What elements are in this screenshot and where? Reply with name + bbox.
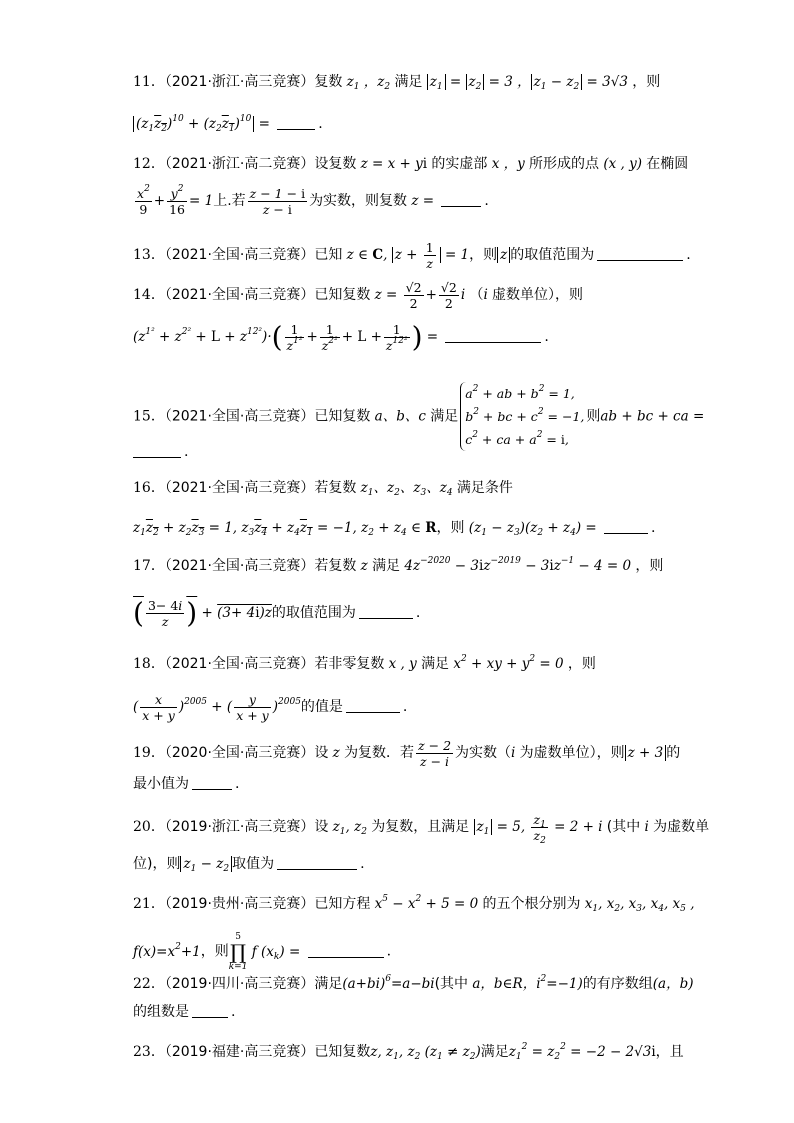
problem-16-line-2: $z_1z_2 + z_2z_3 = 1$, $z_3z_4 + z_4z_1 = -1$, $z_2 + z_4$ ∈ R，则 $(z_1 - z_3)(z_2 + z_4)$ = . (133, 520, 656, 538)
answer-blank[interactable] (359, 604, 413, 619)
problem-19-line-2: 最小值为 . (133, 776, 240, 792)
problem-23-line-1: 23．（2019·福建·高三竞赛）已知复数z, $z_1$, $z_2$ $(z_1 \ne z_2)$满足$z_1^2 = z_2^2 = -2 - 2√3i$，且 (133, 1042, 684, 1062)
problem-18-line-2: ( $\frac{x}{x + y}$ )$^{2005}$ + ( $\frac{y}{x + y}$ )$^{2005}$的值是 . (133, 692, 408, 723)
answer-blank[interactable] (308, 943, 384, 958)
problem-18-line-1: 18．（2021·全国·高三竞赛）若非零复数 x , y 满足 $x^2$ + xy + $y^2 = 0$ ，则 (133, 654, 596, 672)
problem-12-line-1: 12．（2021·浙江·高二竞赛）设复数 z = x + yi 的实虚部 x ，y 所形成的点 (x , y) 在椭圆 (133, 156, 689, 172)
problem-12-line-2: $\frac{x^2}{9}$ + $\frac{y^2}{16}$ = 1上.若 $\frac{z - 1 - i}{z - i}$ 为实数，则复数 z = . (137, 184, 489, 217)
problem-11-line-2: $(z_1z_2)^{10} + (z_2z_1)^{10}$ = . (133, 114, 323, 134)
problem-22-line-2: 的组数是 . (133, 1004, 236, 1020)
problem-22-line-1: 22．（2019·四川·高三竞赛）满足$(a+bi)^6=a-bi$(其中 a，b∈R，$i^2=-1$)的有序数组(a，b) (133, 974, 694, 992)
problem-21-line-1: 21．（2019·贵州·高三竞赛）已知方程 $x^5 - x^2 + 5 = 0$ 的五个根分别为 $x_1$, $x_2$, $x_3$, $x_4$, $x_5$ , (133, 894, 695, 914)
equation-system: $a^2$ + ab + $b^2 = 1$, $b^2$ + bc + $c^2 = -1$, $c^2$ + ca + $a^2 = i$, (460, 382, 584, 451)
answer-blank[interactable] (133, 443, 181, 458)
problem-19-line-1: 19．（2020·全国·高三竞赛）设 z 为复数．若 $\frac{z - 2}{z - i}$ 为实数（i 为虚数单位），则 z + 3 的 (133, 738, 681, 769)
answer-blank[interactable] (597, 246, 683, 261)
problem-13-line: 13．（2021·全国·高三竞赛）已知 z ∈ C, z + $\frac{1}{z}$ = 1，则 z 的取值范围为 . (133, 240, 691, 271)
problem-14-line-2: $(z^{1^2} + z^{2^2} + L + z^{12^2})\cdot$( $\frac{1}{z^{1^2}}$ + $\frac{1}{z^{2^2}}$ + L + $\frac{1}{z^{12^2}}$ ) = . (133, 320, 549, 354)
answer-blank[interactable] (441, 192, 481, 207)
problem-21-line-2: $f(x)=x^2+1$，则5 ∏ k=1 f $(x_k)$ = . (133, 932, 392, 972)
problem-15-line-2: . (133, 442, 188, 462)
problem-15-line-1: 15．（2021·全国·高三竞赛）已知复数 a、b、c 满足$a^2$ + ab + $b^2 = 1$, $b^2$ + bc + $c^2 = -1$, $c^2$ + ca + $a^2 = i$,则ab + bc + ca = (133, 382, 704, 451)
problem-11-line-1: 11．（2021·浙江·高三竞赛）复数 $z_1$ ，$z_2$ 满足 $z_1 = z_2 = 3$ ， $z_1 - z_2 = 3√3$ ，则 (133, 74, 661, 92)
answer-blank[interactable] (277, 115, 315, 130)
problem-20-line-2: 位)，则 $z_1 - z_2$ 取值为 . (133, 856, 365, 874)
answer-blank[interactable] (346, 698, 400, 713)
answer-blank[interactable] (192, 775, 232, 790)
problem-17-line-2: ( $\frac{3- 4i}{z}$ ) + (3+ 4i)z的取值范围为 . (133, 596, 421, 630)
problem-20-line-1: 20．（2019·浙江·高三竞赛）设 $z_1$, $z_2$ 为复数，且满足 $z_1 = 5$, $\frac{z_1}{z_2}$ = 2 + i (其中 i 为虚数单 (133, 812, 710, 846)
problem-14-line-1: 14．（2021·全国·高三竞赛）已知复数 z = $\frac{√2}{2}$ + $\frac{√2}{2}$ i （i 虚数单位），则 (133, 280, 584, 311)
answer-blank[interactable] (604, 519, 648, 534)
problem-17-line-1: 17．（2021·全国·高三竞赛）若复数 z 满足 $4z^{-2020} - 3iz^{-2019} - 3iz^{-1} - 4 = 0$ ，则 (133, 556, 664, 574)
answer-blank[interactable] (192, 1003, 228, 1018)
problem-16-line-1: 16．（2021·全国·高三竞赛）若复数 $z_1$、$z_2$、$z_3$、$z_4$ 满足条件 (133, 480, 513, 498)
answer-blank[interactable] (445, 328, 541, 343)
answer-blank[interactable] (277, 855, 357, 870)
